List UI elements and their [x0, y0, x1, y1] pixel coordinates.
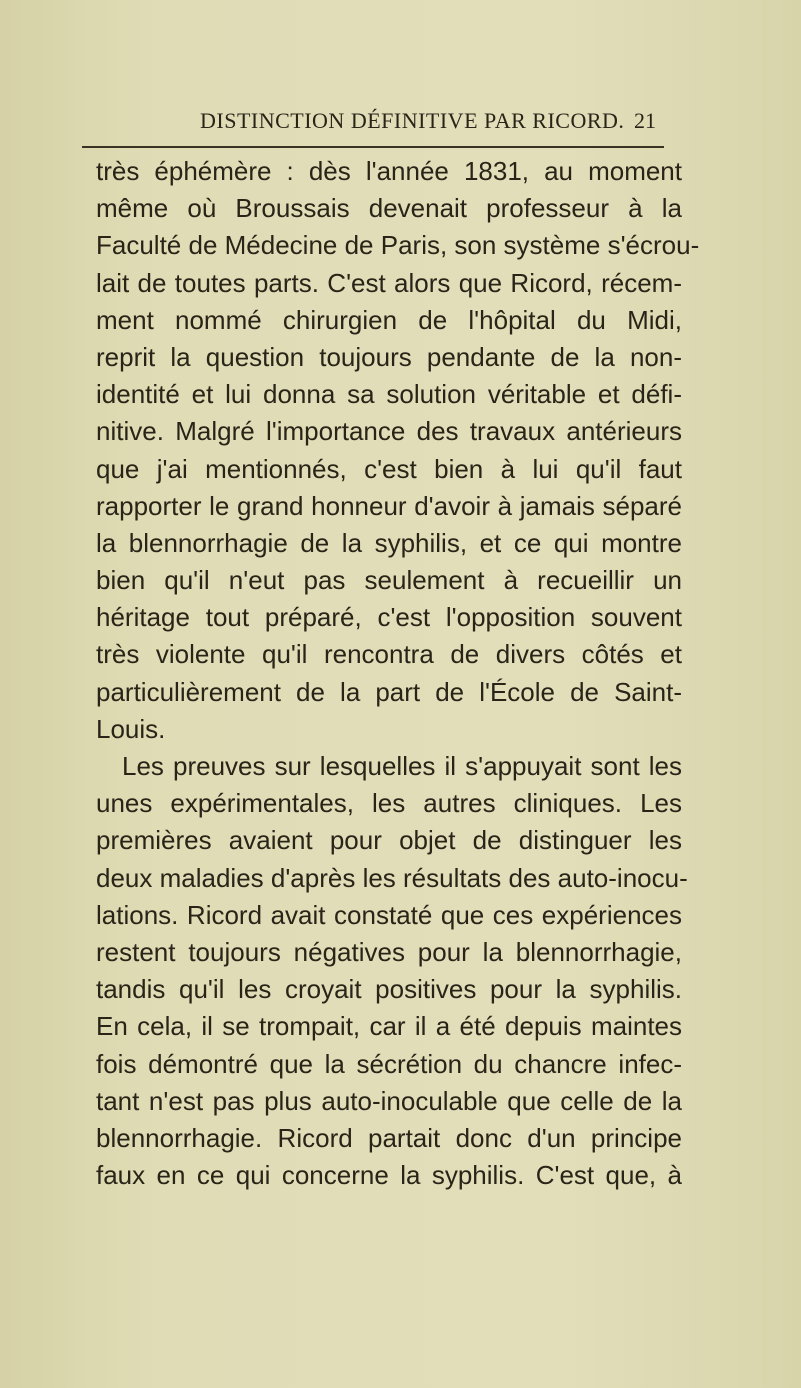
header-rule [82, 146, 664, 148]
body-text [96, 153, 700, 1194]
text-line: faux en ce qui concerne la syphilis. C'est que, à [96, 1160, 682, 1191]
text-line: très éphémère : dès l'année 1831, au moment [96, 156, 682, 186]
text-line: unes expérimentales, les autres cliniques. Les [96, 788, 682, 819]
text-line: tant n'est pas plus auto-inoculable que celle de la [96, 1085, 682, 1116]
text-line: Faculté de Médecine de Paris, son système s'écrou- [96, 230, 700, 261]
text-line: la blennorrhagie de la syphilis, et ce qui montre [96, 527, 682, 558]
text-line: bien qu'il n'eut pas seulement à recueillir un [96, 565, 682, 596]
page-header [82, 98, 662, 138]
text-line: rapporter le grand honneur d'avoir à jamais séparé [96, 490, 682, 521]
text-line: fois démontré que la sécrétion du chancre infec- [96, 1048, 682, 1079]
text-line: deux maladies d'après les résultats des auto-inocu- [96, 862, 688, 893]
running-title: DISTINCTION DÉFINITIVE PAR RICORD. [200, 108, 625, 133]
text-line: restent toujours négatives pour la blennorrhagie, [96, 936, 682, 967]
text-line: même où Broussais devenait professeur à la [96, 193, 682, 224]
text-line: reprit la question toujours pendante de la non- [96, 341, 682, 372]
text-line: identité et lui donna sa solution véritable et défi- [96, 379, 682, 410]
text-line: ment nommé chirurgien de l'hôpital du Midi, [96, 304, 682, 335]
text-line: très violente qu'il rencontra de divers côtés et [96, 639, 682, 670]
text-line: lations. Ricord avait constaté que ces expériences [96, 899, 682, 930]
text-line: nitive. Malgré l'importance des travaux antérieurs [96, 416, 682, 447]
text-line: lait de toutes parts. C'est alors que Ricord, récem- [96, 267, 682, 298]
text-line: premières avaient pour objet de distinguer les [96, 825, 682, 856]
page-number: 21 [634, 108, 656, 133]
text-line: En cela, il se trompait, car il a été depuis maintes [96, 1011, 682, 1042]
text-line: blennorrhagie. Ricord partait donc d'un principe [96, 1122, 682, 1153]
text-line: héritage tout préparé, c'est l'opposition souvent [96, 602, 682, 633]
text-line: Louis. [96, 713, 166, 744]
text-line: que j'ai mentionnés, c'est bien à lui qu'il faut [96, 453, 682, 484]
text-line: particulièrement de la part de l'École de Saint- [96, 676, 682, 707]
text-line: Les preuves sur lesquelles il s'appuyait sont les [122, 751, 682, 781]
text-line: tandis qu'il les croyait positives pour la syphilis. [96, 974, 682, 1005]
